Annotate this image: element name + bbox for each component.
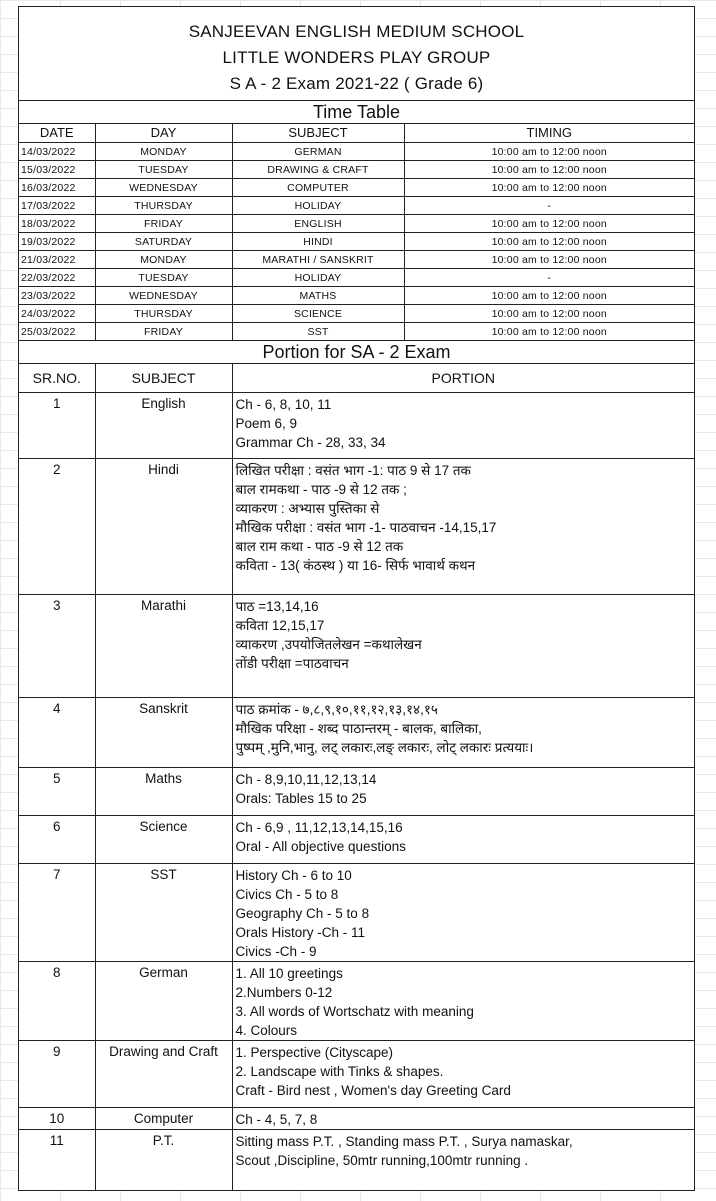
timetable-cell-day: WEDNESDAY <box>95 287 232 305</box>
portion-line: Civics Ch - 5 to 8 <box>235 887 339 902</box>
portion-line: Ch - 8,9,10,11,12,13,14 <box>235 772 377 787</box>
portion-line: व्याकरण ,उपयोजितलेखन =कथालेखन <box>235 637 422 652</box>
portion-row <box>19 1108 694 1130</box>
portion-cell-srno: 1 <box>19 393 95 459</box>
column-header-subject: SUBJECT <box>95 364 232 393</box>
portion-line: 3. All words of Wortschatz with meaning <box>235 1004 474 1019</box>
portion-cell-subject: Maths <box>95 768 232 816</box>
portion-line: बाल रामकथा - पाठ -9 से 12 तक ; <box>235 482 407 497</box>
portion-line: History Ch - 6 to 10 <box>235 868 352 883</box>
portion-row <box>19 459 694 595</box>
portion-line: Geography Ch - 5 to 8 <box>235 906 370 921</box>
portion-line: व्याकरण : अभ्यास पुस्तिका से <box>235 501 380 516</box>
portion-line: पाठ =13,14,16 <box>235 599 319 614</box>
timetable-row <box>19 251 694 269</box>
exam-title: S A - 2 Exam 2021-22 ( Grade 6) <box>229 74 484 93</box>
portion-cell-subject: Sanskrit <box>95 698 232 768</box>
timetable-cell-subject: GERMAN <box>232 143 404 161</box>
timetable-cell-timing: - <box>404 269 694 287</box>
timetable-row <box>19 215 694 233</box>
timetable-row <box>19 179 694 197</box>
timetable-cell-date: 17/03/2022 <box>19 197 95 215</box>
timetable-cell-day: TUESDAY <box>95 269 232 287</box>
timetable-row <box>19 287 694 305</box>
portion-cell-subject: P.T. <box>95 1130 232 1190</box>
timetable-cell-subject: HINDI <box>232 233 404 251</box>
timetable-cell-subject: ENGLISH <box>232 215 404 233</box>
column-header-timing: TIMING <box>404 124 694 143</box>
group-name: LITTLE WONDERS PLAY GROUP <box>222 48 491 67</box>
portion-line: Craft - Bird nest , Women's day Greeting Card <box>235 1083 511 1098</box>
portion-cell-portion <box>232 595 694 698</box>
portion-line: Ch - 4, 5, 7, 8 <box>235 1112 318 1127</box>
timetable-cell-date: 21/03/2022 <box>19 251 95 269</box>
timetable-cell-timing: 10:00 am to 12:00 noon <box>404 251 694 269</box>
portion-cell-subject: Drawing and Craft <box>95 1041 232 1108</box>
timetable-cell-day: FRIDAY <box>95 323 232 341</box>
timetable-cell-day: MONDAY <box>95 251 232 269</box>
portion-cell-portion <box>232 768 694 816</box>
portion-cell-subject: SST <box>95 864 232 962</box>
portion-line: मौखिक परीक्षा : वसंत भाग -1- पाठवाचन -14,15,17 <box>235 520 497 535</box>
portion-row <box>19 393 694 459</box>
timetable-row <box>19 323 694 341</box>
timetable-cell-date: 15/03/2022 <box>19 161 95 179</box>
timetable-row <box>19 143 694 161</box>
timetable-row <box>19 305 694 323</box>
portion-row <box>19 1041 694 1108</box>
timetable-cell-date: 22/03/2022 <box>19 269 95 287</box>
timetable-cell-subject: SST <box>232 323 404 341</box>
timetable-cell-timing: 10:00 am to 12:00 noon <box>404 215 694 233</box>
portion-line: कविता 12,15,17 <box>235 618 325 633</box>
portion-cell-srno: 4 <box>19 698 95 768</box>
portion-line: बाल राम कथा - पाठ -9 से 12 तक <box>235 539 404 554</box>
column-header-srno: SR.NO. <box>19 364 95 393</box>
timetable-cell-day: THURSDAY <box>95 305 232 323</box>
portion-line: 2.Numbers 0-12 <box>235 985 333 1000</box>
timetable-cell-date: 16/03/2022 <box>19 179 95 197</box>
portion-row <box>19 1130 694 1190</box>
timetable-cell-timing: - <box>404 197 694 215</box>
portion-cell-subject: Computer <box>95 1108 232 1130</box>
portion-line: Ch - 6, 8, 10, 11 <box>235 397 332 412</box>
portion-cell-portion <box>232 698 694 768</box>
school-name: SANJEEVAN ENGLISH MEDIUM SCHOOL <box>188 22 525 41</box>
portion-title: Portion for SA - 2 Exam <box>19 341 694 364</box>
portion-row <box>19 962 694 1041</box>
portion-line: Orals History -Ch - 11 <box>235 925 366 940</box>
timetable-row <box>19 269 694 287</box>
timetable-header-row <box>19 124 694 143</box>
timetable-row <box>19 161 694 179</box>
timetable-cell-day: MONDAY <box>95 143 232 161</box>
timetable-cell-subject: COMPUTER <box>232 179 404 197</box>
portion-line: Ch - 6,9 , 11,12,13,14,15,16 <box>235 820 403 835</box>
timetable-cell-date: 14/03/2022 <box>19 143 95 161</box>
portion-cell-portion <box>232 864 694 962</box>
portion-cell-srno: 7 <box>19 864 95 962</box>
timetable-cell-timing: 10:00 am to 12:00 noon <box>404 305 694 323</box>
portion-line: पाठ क्रमांक - ७,८,९,१०,११,१२,१३,१४,१५ <box>235 702 438 717</box>
portion-line: 1. All 10 greetings <box>235 966 343 981</box>
portion-line: मौखिक परिक्षा - शब्द पाठान्तरम् - बालक, बालिका, <box>235 721 482 736</box>
portion-cell-srno: 8 <box>19 962 95 1041</box>
timetable-cell-day: WEDNESDAY <box>95 179 232 197</box>
portion-cell-srno: 3 <box>19 595 95 698</box>
portion-line: 1. Perspective (Cityscape) <box>235 1045 394 1060</box>
timetable <box>19 124 694 341</box>
portion-line: Scout ,Discipline, 50mtr running,100mtr running . <box>235 1153 529 1168</box>
portion-line: Poem 6, 9 <box>235 416 298 431</box>
portion-cell-srno: 5 <box>19 768 95 816</box>
portion-cell-portion <box>232 816 694 864</box>
portion-line: तोंडी परीक्षा =पाठवाचन <box>235 656 349 671</box>
portion-row <box>19 864 694 962</box>
portion-line: Grammar Ch - 28, 33, 34 <box>235 435 386 450</box>
timetable-cell-subject: MATHS <box>232 287 404 305</box>
timetable-cell-subject: DRAWING & CRAFT <box>232 161 404 179</box>
portion-row <box>19 595 694 698</box>
timetable-cell-timing: 10:00 am to 12:00 noon <box>404 287 694 305</box>
timetable-cell-subject: HOLIDAY <box>232 197 404 215</box>
column-header-date: DATE <box>19 124 95 143</box>
portion-cell-srno: 6 <box>19 816 95 864</box>
portion-cell-srno: 9 <box>19 1041 95 1108</box>
timetable-cell-day: SATURDAY <box>95 233 232 251</box>
timetable-title: Time Table <box>19 101 694 124</box>
portion-line: 4. Colours <box>235 1023 298 1038</box>
portion-cell-portion <box>232 1041 694 1108</box>
portion-table <box>19 364 694 1190</box>
portion-line: 2. Landscape with Tinks & shapes. <box>235 1064 444 1079</box>
portion-line: कविता - 13( कंठस्थ ) या 16- सिर्फ भावार्थ कथन <box>235 558 476 573</box>
column-header-day: DAY <box>95 124 232 143</box>
portion-cell-portion <box>232 1130 694 1190</box>
timetable-cell-date: 24/03/2022 <box>19 305 95 323</box>
portion-cell-portion <box>232 393 694 459</box>
exam-document <box>18 6 695 1191</box>
portion-line: Oral - All objective questions <box>235 839 406 854</box>
portion-cell-subject: Science <box>95 816 232 864</box>
timetable-cell-date: 18/03/2022 <box>19 215 95 233</box>
portion-line: Sitting mass P.T. , Standing mass P.T. , Surya namaskar, <box>235 1134 573 1149</box>
portion-cell-subject: German <box>95 962 232 1041</box>
document-header <box>19 7 694 101</box>
timetable-cell-date: 25/03/2022 <box>19 323 95 341</box>
portion-cell-srno: 11 <box>19 1130 95 1190</box>
timetable-cell-timing: 10:00 am to 12:00 noon <box>404 323 694 341</box>
portion-row <box>19 698 694 768</box>
portion-cell-subject: Marathi <box>95 595 232 698</box>
portion-cell-portion <box>232 459 694 595</box>
portion-line: पुष्पम् ,मुनि,भानु, लट् लकारः,लङ् लकारः, लोट् लकारः प्रत्ययाः। <box>235 740 534 755</box>
timetable-cell-timing: 10:00 am to 12:00 noon <box>404 233 694 251</box>
timetable-row <box>19 197 694 215</box>
portion-row <box>19 768 694 816</box>
column-header-subject: SUBJECT <box>232 124 404 143</box>
portion-line: Orals: Tables 15 to 25 <box>235 791 367 806</box>
timetable-cell-date: 19/03/2022 <box>19 233 95 251</box>
timetable-cell-subject: MARATHI / SANSKRIT <box>232 251 404 269</box>
timetable-cell-date: 23/03/2022 <box>19 287 95 305</box>
portion-line: Civics -Ch - 9 <box>235 944 317 959</box>
portion-cell-portion <box>232 962 694 1041</box>
portion-cell-subject: Hindi <box>95 459 232 595</box>
portion-row <box>19 816 694 864</box>
timetable-cell-day: THURSDAY <box>95 197 232 215</box>
timetable-row <box>19 233 694 251</box>
column-header-portion: PORTION <box>232 364 694 393</box>
portion-cell-srno: 2 <box>19 459 95 595</box>
portion-cell-subject: English <box>95 393 232 459</box>
portion-cell-srno: 10 <box>19 1108 95 1130</box>
portion-header-row <box>19 364 694 393</box>
timetable-cell-timing: 10:00 am to 12:00 noon <box>404 143 694 161</box>
timetable-cell-day: FRIDAY <box>95 215 232 233</box>
portion-line: लिखित परीक्षा : वसंत भाग -1: पाठ 9 से 17 तक <box>235 463 471 478</box>
portion-cell-portion <box>232 1108 694 1130</box>
timetable-cell-day: TUESDAY <box>95 161 232 179</box>
timetable-cell-subject: HOLIDAY <box>232 269 404 287</box>
timetable-cell-timing: 10:00 am to 12:00 noon <box>404 161 694 179</box>
timetable-cell-subject: SCIENCE <box>232 305 404 323</box>
timetable-cell-timing: 10:00 am to 12:00 noon <box>404 179 694 197</box>
